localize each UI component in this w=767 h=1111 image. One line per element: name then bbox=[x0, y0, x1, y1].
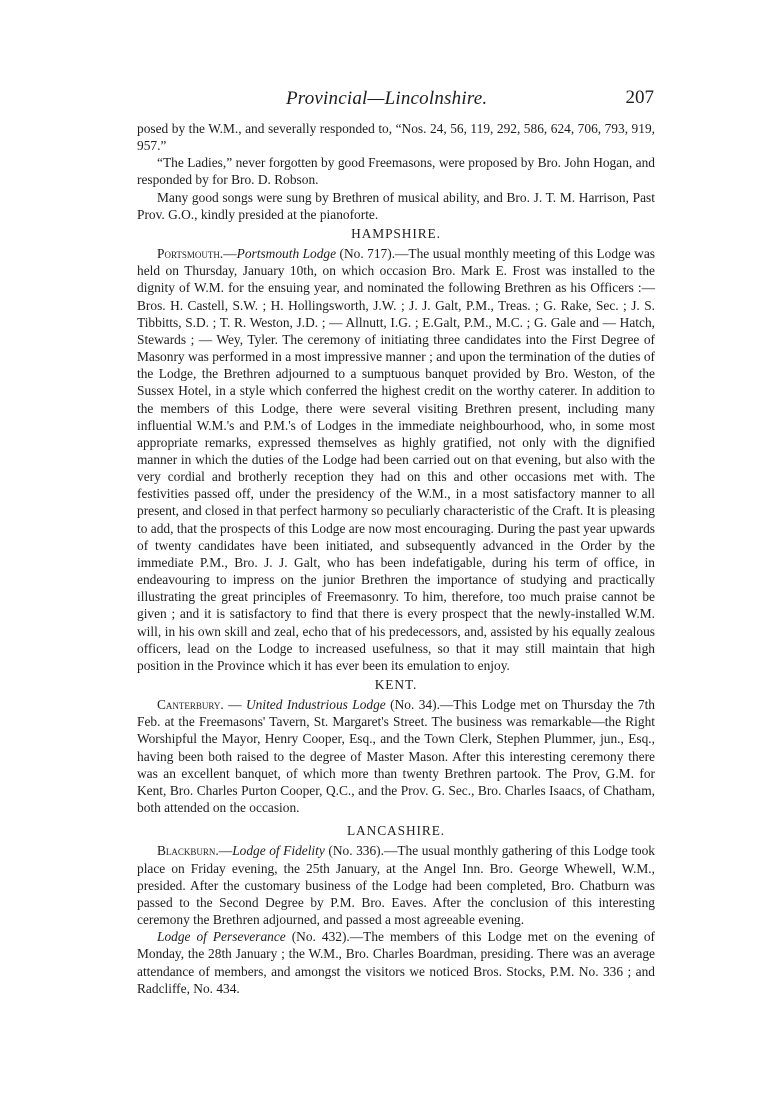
page-number: 207 bbox=[625, 87, 654, 108]
lodge-name: Portsmouth Lodge bbox=[236, 246, 337, 262]
lancashire-fidelity-report: Blackburn.—Lodge of Fidelity (No. 336).—The usual monthly gathering of this Lodge took place on Friday evening, the 25th January, at the Angel Inn. Bro. George Whewell, W.M., presided. After the customary business of the Lodge had been completed, Bro. Chatburn was passed to the Second Degree by P.M. Bro. Eaves. After the conclusion of this interesting ceremony the Brethren adjourned, and passed a most agreeable evening. bbox=[137, 843, 655, 928]
toasts-paragraph: posed by the W.M., and severally responded to, “Nos. 24, 56, 119, 292, 586, 624, 706, 793, 919, 957.” bbox=[137, 121, 655, 154]
report-text: (No. 432).—The members of this Lodge met on the evening of Monday, the 28th January ; the W.M., Bro. Charles Boardman, presiding. There was an average attendance of members, and amongst the visitors we noticed Bros. Stocks, P.M. No. 336 ; and Radcliffe, No. 434. bbox=[137, 929, 655, 996]
songs-paragraph: Many good songs were sung by Brethren of musical ability, and Bro. J. T. M. Harrison, Past Prov. G.O., kindly presided at the pianoforte. bbox=[137, 189, 655, 222]
kent-report: Canterbury. — United Industrious Lodge (No. 34).—This Lodge met on Thursday the 7th Feb. at the Freemasons' Tavern, St. Margaret's Street. The business was remarkable—the Right Worshipful the Mayor, Henry Cooper, Esq., and the Town Clerk, Stephen Plummer, jun., Esq., having been both raised to the degree of Master Mason. After this interesting ceremony there was an excellent banquet, of which more than twenty Brethren partook. The Prov, G.M. for Kent, Bro. Charles Purton Cooper, Q.C., and the Prov. G. Sec., Bro. Charles Isaacs, of Chatham, both attended on the occasion. bbox=[137, 697, 655, 816]
place-name: Canterbury. bbox=[157, 697, 224, 713]
running-head bbox=[134, 88, 654, 110]
article-body bbox=[137, 120, 655, 997]
ladies-paragraph: “The Ladies,” never forgotten by good Freemasons, were proposed by Bro. John Hogan, and responded by for Bro. D. Robson. bbox=[137, 155, 655, 188]
place-name: Blackburn. bbox=[157, 843, 219, 859]
place-name: Portsmouth. bbox=[157, 246, 224, 262]
lodge-name: Lodge of Perseverance bbox=[157, 929, 286, 945]
section-heading-kent: KENT. bbox=[374, 677, 418, 692]
lodge-name: United Industrious Lodge bbox=[246, 697, 386, 713]
section-heading-hampshire: HAMPSHIRE. bbox=[351, 225, 441, 241]
report-text: (No. 336).—The usual monthly gathering of this Lodge took place on Friday evening, the 25th January, at the Angel Inn. Bro. George Whewell, W.M., presided. After the customary business of the Lodge had been completed, Bro. Chatburn was passed to the Second Degree by P.M. Bro. Eaves. After the conclusion of this interesting ceremony the Brethren adjourned, and passed a most agreeable evening. bbox=[137, 843, 655, 928]
report-text: (No. 717).—The usual monthly meeting of this Lodge was held on Thursday, January 10th, on which occasion Bro. Mark E. Frost was installed to the dignity of W.M. for the ensuing year, and nominated the following Brethren as his Officers :—Bros. H. Castell, S.W. ; H. Hollingsworth, J.W. ; J. J. Galt, P.M., Treas. ; G. Rake, Sec. ; J. S. Tibbitts, S.D. ; T. R. Weston, J.D. ; — Allnutt, I.G. ; E.Galt, P.M., M.C. ; G. Gale and — Hatch, Stewards ; — Wey, Tyler. The ceremony of initiating three candidates into the First Degree of Masonry was performed in a most impressive manner ; and upon the termination of the duties of the Lodge, the Brethren adjourned to a sumptuous banquet provided by Bro. Weston, of the Sussex Hotel, in a style which conferred the highest credit on the worthy caterer. In addition to the members of this Lodge, there were several visiting Brethren present, including many influential W.M.'s and P.M.'s of Lodges in the immediate neighbourhood, who, in some most appropriate remarks, expressed themselves as highly gratified, not only with the dignified manner in which the duties of the Lodge had been carried out on that evening, but also with the very cordial and brotherly reception they had on this and other occasions met with. The festivities passed off, under the presidency of the W.M., in a most satisfactory manner to all present, and closed in that perfect harmony so peculiarly characteristic of the Craft. It is pleasing to add, that the prospects of this Lodge are now most encouraging. During the past year upwards of twenty candidates have been initiated, and subsequently advanced in the Order by the immediate P.M., Bro. J. J. Galt, who has been indefatigable, during his term of office, in endeavouring to impress on the junior Brethren the importance of studying and practically illustrating the great principles of Freemasonry. To him, therefore, too much praise cannot be given ; and it is satisfactory to find that there is every prospect that the newly-installed W.M. will, in his own skill and zeal, echo that of his predecessors, and, assisted by his equally zealous officers, lead on the Lodge to increased usefulness, so that it may still maintain that high position in the Province which it has ever been its emulation to enjoy. bbox=[137, 246, 655, 673]
hampshire-report: Portsmouth.—Portsmouth Lodge (No. 717).—The usual monthly meeting of this Lodge was held on Thursday, January 10th, on which occasion Bro. Mark E. Frost was installed to the dignity of W.M. for the ensuing year, and nominated the following Brethren as his Officers :—Bros. H. Castell, S.W. ; H. Hollingsworth, J.W. ; J. J. Galt, P.M., Treas. ; G. Rake, Sec. ; J. S. Tibbitts, S.D. ; T. R. Weston, J.D. ; — Allnutt, I.G. ; E.Galt, P.M., M.C. ; G. Gale and — Hatch, Stewards ; — Wey, Tyler. The ceremony of initiating three candidates into the First Degree of Masonry was performed in a most impressive manner ; and upon the termination of the duties of the Lodge, the Brethren adjourned to a sumptuous banquet provided by Bro. Weston, of the Sussex Hotel, in a style which conferred the highest credit on the worthy caterer. In addition to the members of this Lodge, there were several visiting Brethren present, including many influential W.M.'s and P.M.'s of Lodges in the immediate neighbourhood, who, in some most appropriate remarks, expressed themselves as highly gratified, not only with the dignified manner in which the duties of the Lodge had been carried out on that evening, but also with the very cordial and brotherly reception they had on this and other occasions met with. The festivities passed off, under the presidency of the W.M., in a most satisfactory manner to all present, and closed in that perfect harmony so peculiarly characteristic of the Craft. It is pleasing to add, that the prospects of this Lodge are now most encouraging. During the past year upwards of twenty candidates have been initiated, and subsequently advanced in the Order by the immediate P.M., Bro. J. J. Galt, who has been indefatigable, during his term of office, in endeavouring to impress on the junior Brethren the importance of studying and practically illustrating the great principles of Freemasonry. To him, therefore, too much praise cannot be given ; and it is satisfactory to find that there is every prospect that the newly-installed W.M. will, in his own skill and zeal, echo that of his predecessors, and, assisted by his equally zealous officers, lead on the Lodge to increased usefulness, so that it may still maintain that high position in the Province which it has ever been its emulation to enjoy. bbox=[137, 246, 655, 673]
report-text: (No. 34).—This Lodge met on Thursday the 7th Feb. at the Freemasons' Tavern, St. Margaret's Street. The business was remarkable—the Right Worshipful the Mayor, Henry Cooper, Esq., and the Town Clerk, Stephen Plummer, jun., Esq., having been both raised to the degree of Master Mason. After this interesting ceremony there was an excellent banquet, of which more than twenty Brethren partook. The Prov, G.M. for Kent, Bro. Charles Purton Cooper, Q.C., and the Prov. G. Sec., Bro. Charles Isaacs, of Chatham, both attended on the occasion. bbox=[137, 697, 655, 816]
running-head-title: Provincial—Lincolnshire. bbox=[286, 88, 488, 109]
lodge-name: Lodge of Fidelity bbox=[232, 843, 325, 859]
lancashire-perseverance-report bbox=[137, 928, 655, 997]
section-heading-lancashire: LANCASHIRE. bbox=[346, 823, 446, 839]
